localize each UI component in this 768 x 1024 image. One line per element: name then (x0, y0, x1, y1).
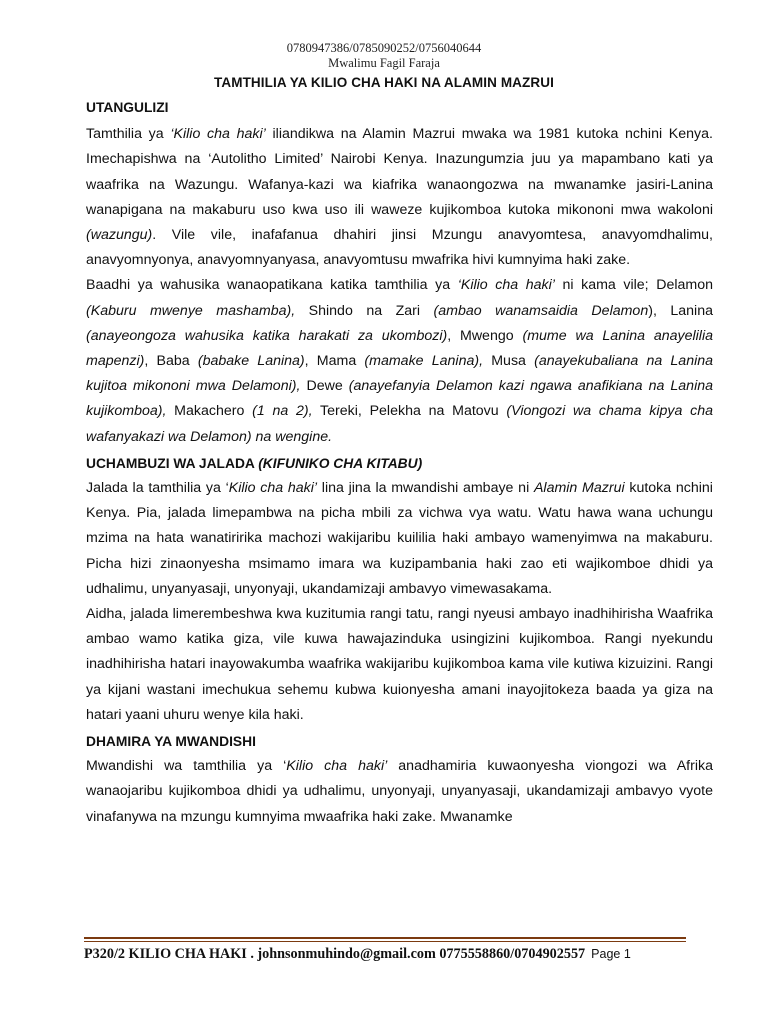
section-utangulizi (86, 95, 713, 830)
text-run: Tereki, Pelekha na Matovu (312, 403, 507, 420)
italic-run: ‘Kilio cha haki’ (457, 277, 555, 294)
italic-run: Alamin Mazrui (533, 480, 625, 497)
italic-run: (anayekubaliana na Lanina kujitoa mikononi mwa Delamoni), (86, 353, 714, 395)
text-run: , Mwengo (447, 327, 523, 344)
document-title: TAMTHILIA YA KILIO CHA HAKI NA ALAMIN MAZRUI (214, 75, 554, 90)
text-run: Baadhi ya wahusika wanaopatikana katika tamthilia ya (86, 277, 458, 294)
italic-run: (Kaburu mwenye mashamba), (86, 302, 296, 319)
text-run: anadhamiria kuwaonyesha viongozi wa Afrika wanaojaribu kujikomboa dhidi ya udhalimu, unyonyaji, unyanyasaji, ukandamizaji ambavyo vyote vinafanywa na mzungu kumnyima mwaafrika haki zake. Mwanamke (86, 758, 713, 825)
text-run: . Vile vile, inafafanua dhahiri jinsi Mzungu anavyomtesa, anavyomdhalimu, anavyomnyonya, anavyomnyanyasa, anavyomtusu mwafrika hivi kumnyima haki zake. (86, 227, 713, 269)
italic-run: (ambao wanamsaidia Delamon (433, 302, 649, 319)
text-run: Tamthilia ya (86, 126, 171, 143)
heading-utangulizi: UTANGULIZI (86, 100, 169, 115)
page-number: Page 1 (591, 947, 631, 961)
footer-rule (84, 937, 686, 939)
italic-run: Kilio cha haki’ (286, 758, 388, 775)
heading-uchambuzi (86, 451, 713, 476)
text-run: Musa (483, 353, 535, 370)
footer-rule-thin (84, 941, 686, 942)
italic-run: (1 na 2), (252, 403, 313, 420)
heading-uchambuzi-italic: (KIFUNIKO CHA KITABU) (258, 455, 423, 471)
header-teacher: Mwalimu Fagil Faraja (328, 56, 440, 70)
italic-run: ‘Kilio cha haki’ (170, 126, 266, 143)
header-phones: 0780947386/0785090252/0756040644 (286, 41, 482, 55)
text-run: , Baba (144, 353, 198, 370)
paragraph-utangulizi-2 (86, 273, 713, 449)
heading-dhamira: DHAMIRA YA MWANDISHI (86, 734, 256, 750)
text-run: ), Lanina (648, 302, 713, 319)
text-run: , Mama (304, 353, 365, 370)
text-run: Dewe (300, 378, 349, 395)
italic-run: Kilio cha haki’ (228, 480, 318, 497)
paragraph-uchambuzi-1 (86, 476, 713, 602)
heading-uchambuzi-text: UCHAMBUZI WA JALADA (86, 455, 255, 471)
paragraph-uchambuzi-2: Aidha, jalada limerembeshwa kwa kuzitumia rangi tatu, rangi nyeusi ambayo inadhihirisha Waafrika ambao wamo katika giza, vile kuwa hawajazinduka usingizini kujikomboa. Rangi nyekundu inadhihirisha hatari inayowakumba waafrika wakijaribu kujikomboa kama vile kutiwa kizuizini. Rangi ya kijani wastani imechukua sehemu kubwa kuionyesha amani inayojitokeza baada ya giza na hatari yaani uhuru wenye kila haki. (86, 606, 713, 723)
text-run: Shindo na Zari (295, 302, 434, 319)
italic-run: (Viongozi wa chama kipya cha wafanyakazi wa Delamon) na wengine. (86, 403, 713, 445)
italic-run: (mume wa Lanina anayelilia mapenzi) (86, 327, 714, 370)
text-run: iliandikwa na Alamin Mazrui mwaka wa 1981 kutoka nchini Kenya. Imechapishwa na ‘Autolitho Limited’ Nairobi Kenya. Inazungumzia juu ya mapambano kati ya waafrika na Wazungu. Wafanya-kazi wa kiafrika wanaongozwa na mwanamke jasiri-Lanina wanapigana na makaburu uso kwa uso ili waweze kujikomboa kutoka mikononi mwa wakoloni (86, 126, 713, 218)
italic-run: (wazungu) (86, 227, 153, 244)
italic-run: (mamake Lanina), (364, 353, 484, 370)
italic-run: (anayeongoza wahusika katika harakati za ukombozi) (86, 327, 448, 344)
footer-text: P320/2 KILIO CHA HAKI . johnsonmuhindo@gmail.com 0775558860/0704902557 (84, 946, 586, 962)
text-run: Jalada la tamthilia ya ‘ (86, 480, 229, 497)
text-run: kutoka nchini Kenya. Pia, jalada limepambwa na picha mbili za vichwa vya watu. Watu hawa wana uchungu mzima na hata wanatiririka machozi wakijaribu kuililia haki ambayo wamenyimwa na makaburu. Picha hizi zinaonyesha msimamo imara wa kuzipambania haki zao eti wajikomboe dhidi ya udhalimu, unyanyasaji, unyonyaji, ukandamizaji ambavyo vimewasakama. (86, 480, 713, 597)
text-run: ni kama vile; Delamon (554, 277, 713, 294)
italic-run: (anayefanyia Delamon kazi ngawa anafikiana na Lanina kujikomboa), (86, 378, 714, 420)
page-footer (84, 946, 704, 963)
italic-run: (babake Lanina) (197, 353, 305, 370)
text-run: lina jina la mwandishi ambaye ni (317, 480, 534, 497)
text-run: Makachero (166, 403, 253, 420)
text-run: Mwandishi wa tamthilia ya ‘ (86, 758, 287, 775)
paragraph-utangulizi-1 (86, 122, 713, 273)
paragraph-dhamira-1 (86, 754, 713, 830)
